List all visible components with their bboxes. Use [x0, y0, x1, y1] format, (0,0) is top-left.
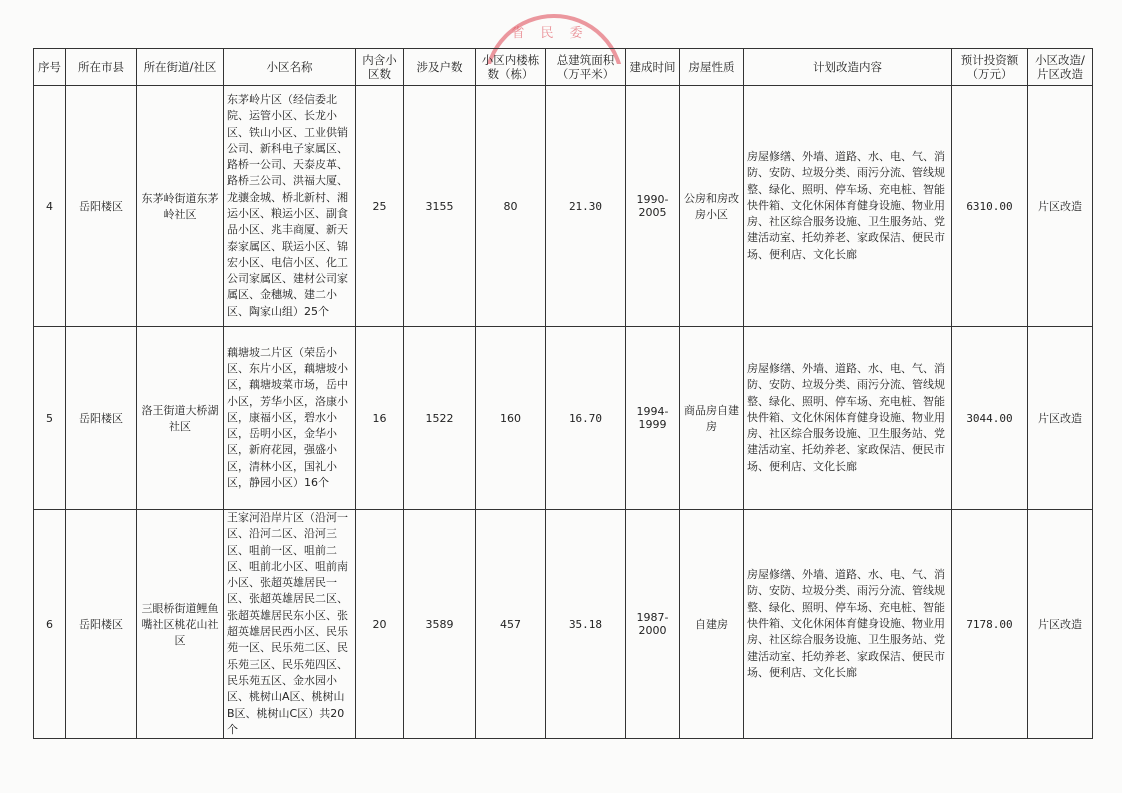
- cell-area: 16.70: [546, 327, 626, 510]
- cell-community-names: 东茅岭片区（经信委北院、运管小区、长龙小区、铁山小区、工业供销公司、新科电子家属区、路桥一公司、天泰皮革、路桥三公司、洪福大厦、龙骧金城、桥北新村、湘运小区、粮运小区、副食品小区、兆丰商厦、新天泰家属区、联运小区、锦宏小区、电信小区、化工公司家属区、建材公司家属区、金穗城、建二小区、陶家山组）25个: [224, 86, 356, 327]
- cell-street: 三眼桥街道鲤鱼嘴社区桃花山社区: [137, 510, 224, 739]
- cell-seq: 6: [34, 510, 66, 739]
- header-invest: 预计投资额（万元）: [952, 49, 1028, 86]
- header-count: 内含小区数: [356, 49, 404, 86]
- cell-invest: 6310.00: [952, 86, 1028, 327]
- cell-type: 片区改造: [1028, 327, 1093, 510]
- cell-type: 片区改造: [1028, 510, 1093, 739]
- cell-community-names: 王家河沿岸片区（沿河一区、沿河二区、沿河三区、咀前一区、咀前二区、咀前北小区、咀前南小区、张超英雄居民一区、张超英雄居民二区、张超英雄居民东小区、张超英雄居民西小区、民乐苑一区、民乐苑二区、民乐苑三区、民乐苑四区、民乐苑五区、金水园小区、桃树山A区、桃树山B区、桃树山C区）共20个: [224, 510, 356, 739]
- cell-county: 岳阳楼区: [66, 327, 137, 510]
- cell-type: 片区改造: [1028, 86, 1093, 327]
- header-county: 所在市县: [66, 49, 137, 86]
- cell-count: 25: [356, 86, 404, 327]
- header-street: 所在街道/社区: [137, 49, 224, 86]
- table-row: [34, 86, 1093, 327]
- header-nature: 房屋性质: [680, 49, 744, 86]
- cell-households: 3155: [404, 86, 476, 327]
- cell-street: 洛王街道大桥湖社区: [137, 327, 224, 510]
- cell-area: 35.18: [546, 510, 626, 739]
- cell-seq: 5: [34, 327, 66, 510]
- header-name: 小区名称: [224, 49, 356, 86]
- header-area: 总建筑面积（万平米）: [546, 49, 626, 86]
- cell-households: 1522: [404, 327, 476, 510]
- cell-community-names: 藕塘坡二片区（荣岳小区、东片小区，藕塘坡小区，藕塘坡菜市场，岳中小区，芳华小区，洛康小区，康福小区，碧水小区，岳明小区，金华小区，新府花园，强盛小区，清林小区，国礼小区，静园小区）16个: [224, 327, 356, 510]
- cell-buildings: 457: [476, 510, 546, 739]
- header-type: 小区改造/片区改造: [1028, 49, 1093, 86]
- cell-count: 16: [356, 327, 404, 510]
- table-row: [34, 510, 1093, 739]
- cell-invest: 7178.00: [952, 510, 1028, 739]
- cell-nature: 公房和房改房小区: [680, 86, 744, 327]
- cell-year: 1994-1999: [626, 327, 680, 510]
- header-year: 建成时间: [626, 49, 680, 86]
- header-seq: 序号: [34, 49, 66, 86]
- cell-year: 1990-2005: [626, 86, 680, 327]
- cell-count: 20: [356, 510, 404, 739]
- cell-invest: 3044.00: [952, 327, 1028, 510]
- table-row: [34, 327, 1093, 510]
- cell-county: 岳阳楼区: [66, 86, 137, 327]
- header-plan: 计划改造内容: [744, 49, 952, 86]
- header-households: 涉及户数: [404, 49, 476, 86]
- cell-plan: 房屋修缮、外墙、道路、水、电、气、消防、安防、垃圾分类、雨污分流、管线规整、绿化、照明、停车场、充电桩、智能快件箱、文化休闲体育健身设施、物业用房、社区综合服务设施、卫生服务站、党建活动室、托幼养老、家政保洁、便民市场、便利店、文化长廊: [744, 86, 952, 327]
- cell-area: 21.30: [546, 86, 626, 327]
- cell-street: 东茅岭街道东茅岭社区: [137, 86, 224, 327]
- table-header-row: [34, 49, 1093, 86]
- cell-plan: 房屋修缮、外墙、道路、水、电、气、消防、安防、垃圾分类、雨污分流、管线规整、绿化、照明、停车场、充电桩、智能快件箱、文化休闲体育健身设施、物业用房、社区综合服务设施、卫生服务站、党建活动室、托幼养老、家政保洁、便民市场、便利店、文化长廊: [744, 510, 952, 739]
- renovation-plan-table: [33, 48, 1093, 739]
- cell-seq: 4: [34, 86, 66, 327]
- seal-text: 省 民 委: [511, 26, 589, 41]
- cell-plan: 房屋修缮、外墙、道路、水、电、气、消防、安防、垃圾分类、雨污分流、管线规整、绿化、照明、停车场、充电桩、智能快件箱、文化休闲体育健身设施、物业用房、社区综合服务设施、卫生服务站、党建活动室、托幼养老、家政保洁、便民市场、便利店、文化长廊: [744, 327, 952, 510]
- cell-buildings: 80: [476, 86, 546, 327]
- cell-buildings: 160: [476, 327, 546, 510]
- cell-county: 岳阳楼区: [66, 510, 137, 739]
- cell-nature: 商品房自建房: [680, 327, 744, 510]
- cell-year: 1987-2000: [626, 510, 680, 739]
- header-buildings: 小区内楼栋数（栋）: [476, 49, 546, 86]
- cell-nature: 自建房: [680, 510, 744, 739]
- cell-households: 3589: [404, 510, 476, 739]
